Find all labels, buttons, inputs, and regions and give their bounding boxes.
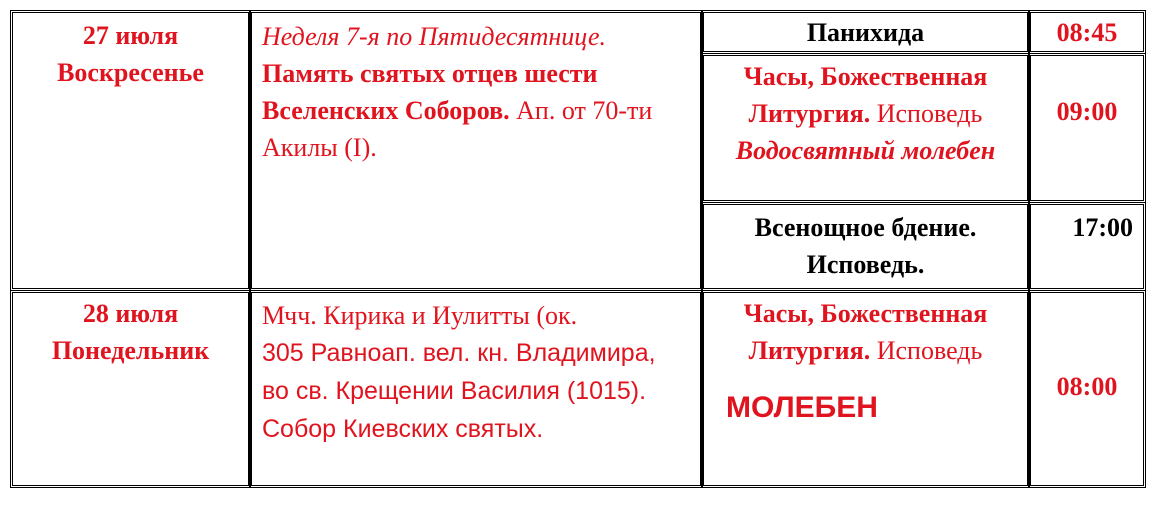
- day2-desc-serif: Мчч. Кирика и Иулитты (ок.: [262, 301, 578, 330]
- day1-time-0845: 08:45: [1056, 18, 1118, 47]
- day2-description-cell: [251, 292, 701, 486]
- day1-service-liturgy-cell: [703, 55, 1028, 201]
- day2-service-moleben: МОЛЕБЕН: [726, 391, 878, 424]
- day2-service-cell: [703, 292, 1028, 486]
- day1-feast: Неделя 7-я по Пятидесятнице.: [262, 22, 606, 51]
- day2-date: 28 июля: [82, 299, 179, 328]
- day1-date-cell: [12, 12, 249, 289]
- day1-service-vigil-cell: [703, 204, 1028, 289]
- day1-date: 27 июля: [82, 21, 179, 50]
- day1-description-cell: [251, 12, 701, 289]
- day1-time-1700: 17:00: [1072, 213, 1133, 242]
- day1-time-0900-cell: [1030, 55, 1144, 201]
- day2-time-cell: [1030, 292, 1144, 486]
- day1-time-0900: 09:00: [1056, 97, 1118, 126]
- day2-weekday: Понедельник: [51, 336, 210, 365]
- day1-memory: Память святых отцев шести Вселенских Соборов.: [262, 59, 598, 125]
- day2-date-cell: [12, 292, 249, 486]
- day1-time-1700-cell: [1030, 204, 1144, 289]
- day1-weekday: Воскресенье: [57, 58, 204, 87]
- day2-desc-sans: 305 Равноап. вел. кн. Владимира, во св. Крещении Василия (1015). Собор Киевских святых.: [262, 339, 656, 443]
- day1-apostle: Ап. от 70-ти Акилы (I).: [262, 96, 653, 162]
- day1-service-moleben: Водосвятный молебен: [735, 136, 996, 165]
- day1-time-0845-cell: [1030, 12, 1144, 52]
- day1-service-confession: Исповедь: [870, 99, 983, 128]
- day2-service-liturgy: Часы, Божественная Литургия.: [743, 299, 988, 365]
- day1-service-vigil: Всенощное бдение. Исповедь.: [754, 213, 977, 279]
- day1-service-liturgy: Часы, Божественная Литургия.: [743, 62, 988, 128]
- day2-service-confession: Исповедь: [870, 336, 983, 365]
- day2-time-0800: 08:00: [1056, 372, 1118, 401]
- day1-service-panikhida-cell: [703, 12, 1028, 52]
- day1-service-panikhida: Панихида: [806, 18, 925, 47]
